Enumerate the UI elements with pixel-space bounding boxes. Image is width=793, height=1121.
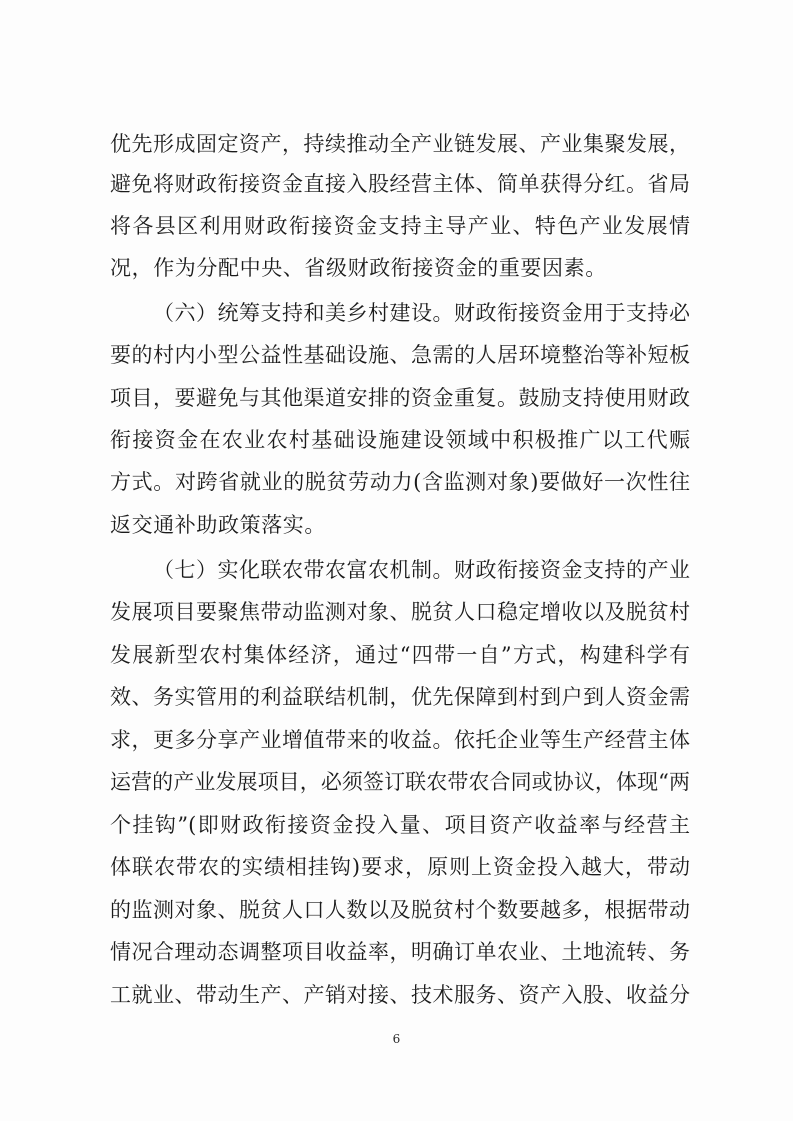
- text-line: 将各县区利用财政衔接资金支持主导产业、特色产业发展情: [110, 214, 690, 238]
- text-line: 要的村内小型公益性基础设施、急需的人居环境整治等补短板: [110, 343, 690, 367]
- text-line: 返交通补助政策落实。: [110, 513, 326, 537]
- page-number: 6: [392, 1032, 401, 1046]
- text-line: 个挂钩”(即财政衔接资金投入量、项目资产收益率与经营主: [110, 813, 690, 837]
- section-heading-line: （六）统筹支持和美乡村建设。财政衔接资金用于支持必: [153, 301, 690, 325]
- text-line: 况，作为分配中央、省级财政衔接资金的重要因素。: [110, 256, 607, 280]
- text-line: 衔接资金在农业农村基础设施建设领域中积极推广以工代赈: [110, 428, 690, 452]
- text-line: 发展项目要聚焦带动监测对象、脱贫人口稳定增收以及脱贫村: [110, 600, 690, 624]
- text-line: 工就业、带动生产、产销对接、技术服务、资产入股、收益分: [110, 983, 690, 1007]
- text-line: 体联农带农的实绩相挂钩)要求，原则上资金投入越大，带动: [110, 855, 690, 879]
- text-line: 效、务实管用的利益联结机制，优先保障到村到户到人资金需: [110, 685, 690, 709]
- text-line: 发展新型农村集体经济，通过“四带一自”方式，构建科学有: [110, 643, 690, 667]
- text-line: 避免将财政衔接资金直接入股经营主体、简单获得分红。省局: [110, 172, 690, 196]
- text-line: 项目，要避免与其他渠道安排的资金重复。鼓励支持使用财政: [110, 386, 690, 410]
- section-heading-line: （七）实化联农带农富农机制。财政衔接资金支持的产业: [153, 558, 690, 582]
- text-line: 方式。对跨省就业的脱贫劳动力(含监测对象)要做好一次性往: [110, 470, 690, 494]
- text-line: 的监测对象、脱贫人口人数以及脱贫村个数要越多，根据带动: [110, 898, 690, 922]
- text-line: 运营的产业发展项目，必须签订联农带农合同或协议，体现“两: [110, 770, 690, 794]
- text-line: 情况合理动态调整项目收益率，明确订单农业、土地流转、务: [110, 940, 690, 964]
- text-line: 优先形成固定资产，持续推动全产业链发展、产业集聚发展，: [110, 132, 690, 156]
- text-line: 求，更多分享产业增值带来的收益。依托企业等生产经营主体: [110, 728, 690, 752]
